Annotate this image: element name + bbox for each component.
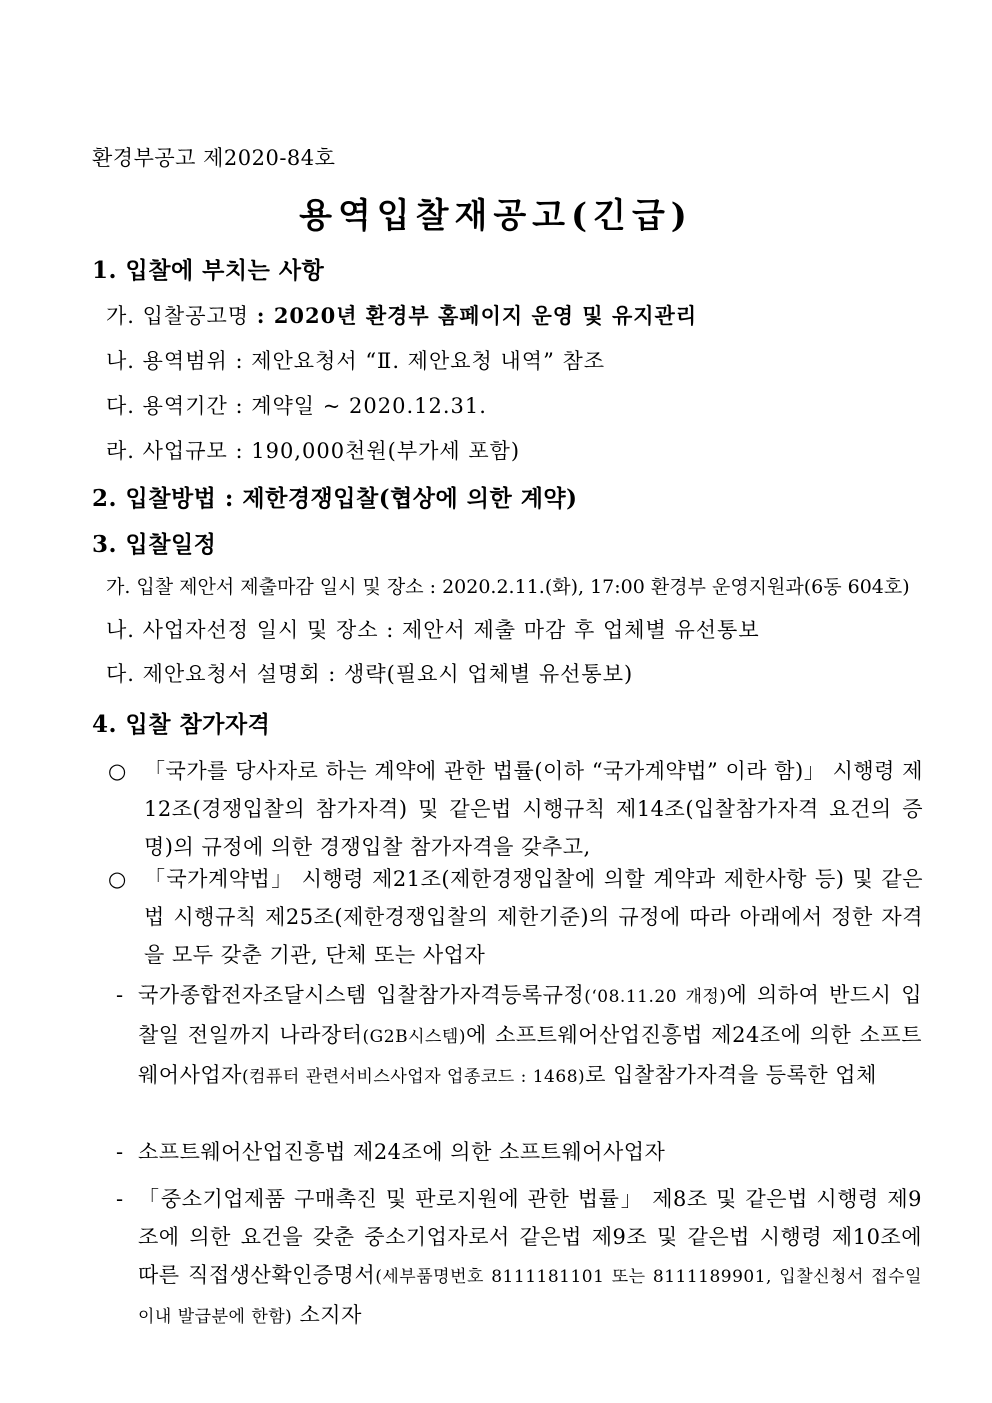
item-value: 제안요청서 “Ⅱ. 제안요청 내역” 참조 xyxy=(251,349,606,373)
qualification-paragraph xyxy=(108,860,923,974)
text-part: 에 의하여 반드시 입찰일 전일까지 나라장터 xyxy=(138,983,922,1047)
paragraph-text: 「국가계약법」 시행령 제21조(제한경쟁입찰에 의할 계약과 제한사항 등) 및 같은법 시행규칙 제25조(제한경쟁입찰의 제한기준)의 규정에 따라 아래에서 정한 자격을 모두 갖춘 기관, 단체 또는 사업자 xyxy=(144,867,923,967)
text-part: 에 소프트웨어산업진흥법 제24조에 의한 소프트웨어사업자 xyxy=(138,1023,922,1087)
circle-bullet-icon: ○ xyxy=(108,759,127,783)
item-service-period xyxy=(106,390,487,420)
item-value: 190,000천원(부가세 포함) xyxy=(251,439,521,463)
item-label: 가. 입찰공고명 xyxy=(106,304,257,328)
item-value: 제안서 제출 마감 후 업체별 유선통보 xyxy=(401,618,760,642)
item-label: 다. 제안요청서 설명회 : xyxy=(106,662,345,686)
item-label: 라. 사업규모 : xyxy=(106,439,252,463)
dash-bullet-icon: - xyxy=(116,1187,124,1211)
text-part: 국가종합전자조달시스템 입찰참가자격등록규정 xyxy=(138,983,585,1007)
item-label: 가. 입찰 제안서 제출마감 일시 및 장소 : xyxy=(106,576,443,598)
text-small: (G2B시스템) xyxy=(362,1027,466,1047)
section-heading-2: 2. 입찰방법 : 제한경쟁입찰(협상에 의한 계약) xyxy=(92,485,578,512)
sub-item-text xyxy=(138,1180,922,1336)
qualification-sub-item xyxy=(110,1133,922,1171)
sub-item-text: 소프트웨어산업진흥법 제24조에 의한 소프트웨어사업자 xyxy=(138,1140,666,1164)
section-heading-1: 1. 입찰에 부치는 사항 xyxy=(92,257,325,284)
text-part: 소지자 xyxy=(292,1303,362,1327)
item-value: 생략(필요시 업체별 유선통보) xyxy=(344,662,634,686)
dash-bullet-icon: - xyxy=(116,1140,124,1164)
dash-bullet-icon: - xyxy=(116,983,124,1007)
notice-number: 환경부공고 제2020-84호 xyxy=(92,146,336,170)
qualification-paragraph xyxy=(108,752,923,866)
text-part: 「중소기업제품 구매촉진 및 판로지원에 관한 법률」 제8조 및 같은법 시행령 제9조에 의한 요건을 갖춘 중소기업자로서 같은법 제9조 및 같은법 시행령 제10조에 따른 직접생산확인증명서 xyxy=(138,1187,922,1287)
item-briefing-session xyxy=(106,658,633,688)
paragraph-text: 「국가를 당사자로 하는 계약에 관한 법률(이하 “국가계약법” 이라 함)」 시행령 제12조(경쟁입찰의 참가자격) 및 같은법 시행규칙 제14조(입찰참가자격 요건의 증명)의 규정에 의한 경쟁입찰 참가자격을 갖추고, xyxy=(144,759,923,859)
item-label: 다. 용역기간 : xyxy=(106,394,252,418)
item-bid-name xyxy=(106,300,697,330)
section-heading-4: 4. 입찰 참가자격 xyxy=(92,711,271,738)
item-value: 2020.2.11.(화), 17:00 환경부 운영지원과(6동 604호) xyxy=(442,576,910,598)
item-value: 계약일 ~ 2020.12.31. xyxy=(251,394,487,418)
sub-item-text xyxy=(138,976,922,1096)
item-label: 나. 사업자선정 일시 및 장소 : xyxy=(106,618,402,642)
circle-bullet-icon: ○ xyxy=(108,867,127,891)
item-project-size xyxy=(106,435,520,465)
text-part: 로 입찰참가자격을 등록한 업체 xyxy=(585,1063,877,1087)
section-heading-3: 3. 입찰일정 xyxy=(92,531,217,558)
item-label: 나. 용역범위 : xyxy=(106,349,252,373)
item-submission-deadline xyxy=(106,572,910,599)
item-service-scope xyxy=(106,345,605,375)
item-selection-schedule xyxy=(106,614,760,644)
page-title: 용역입찰재공고(긴급) xyxy=(299,196,693,236)
qualification-sub-item xyxy=(110,1180,922,1336)
text-small: (세부품명번호 8111181101 또는 8111189901, 입찰신청서 접수일 이내 발급분에 한함) xyxy=(138,1267,922,1327)
text-small: (컴퓨터 관련서비스사업자 업종코드 : 1468) xyxy=(241,1067,586,1087)
item-value: : 2020년 환경부 홈페이지 운영 및 유지관리 xyxy=(256,303,698,328)
qualification-sub-item xyxy=(110,976,922,1096)
text-small: (‘08.11.20 개정) xyxy=(584,987,727,1007)
